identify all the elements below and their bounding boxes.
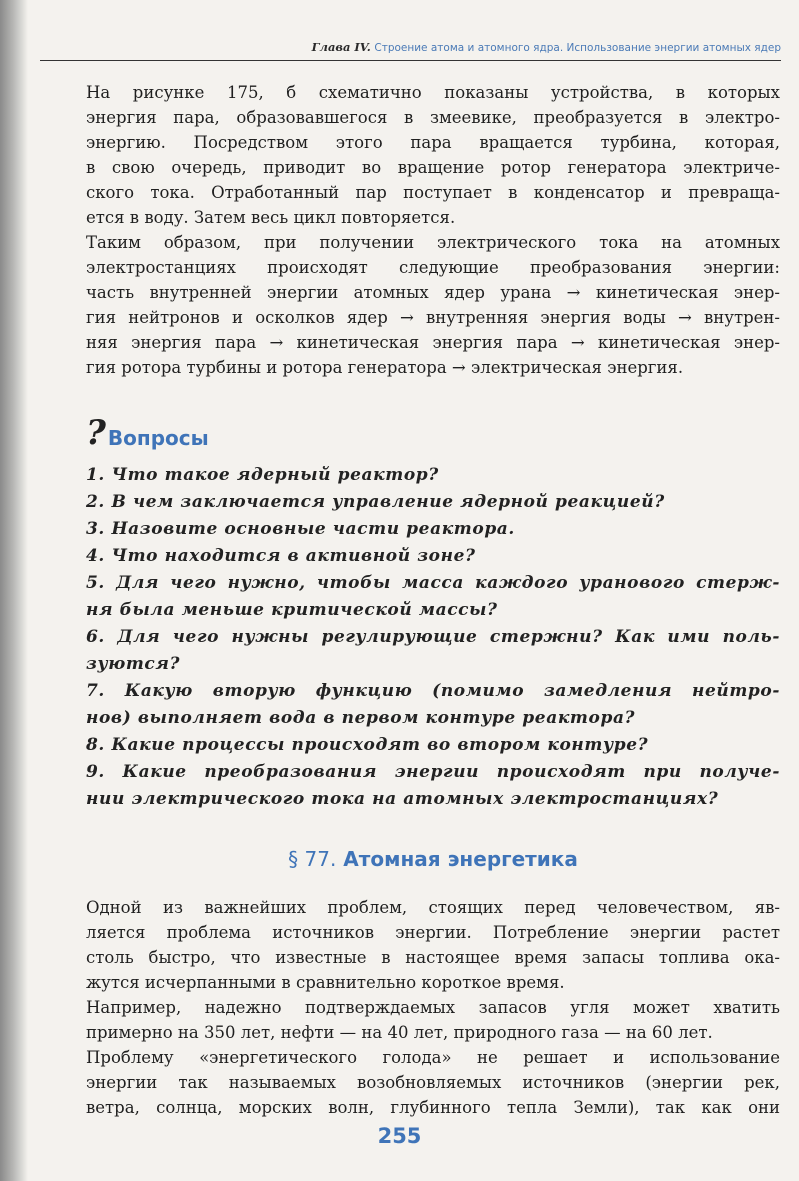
question-line: 2. В чем заключается управление ядерной реакцией? (86, 492, 665, 512)
text-line: жутся исчерпанными в сравнительно короткое время. (86, 973, 565, 992)
text-line: Например, надежно подтверждаемых запасов угля может хватить (86, 998, 780, 1017)
question-line: 6. Для чего нужны регулирующие стержни? Как ими поль- (86, 627, 780, 647)
text-line: электростанциях происходят следующие преобразования энергии: (86, 258, 780, 277)
question-line: зуются? (86, 654, 181, 674)
question-line: 9. Какие преобразования энергии происходят при получе- (86, 762, 780, 782)
paragraph-1 (86, 80, 780, 230)
text-line: няя энергия пара → кинетическая энергия пара → кинетическая энер- (86, 333, 780, 352)
question-mark-icon: ? (86, 413, 106, 453)
question-line: 8. Какие процессы происходят во втором контуре? (86, 735, 649, 755)
page-content (86, 80, 780, 1120)
paragraph-5 (86, 1045, 780, 1120)
text-line: энергии так называемых возобновляемых источников (энергии рек, (86, 1073, 780, 1092)
questions-list (86, 462, 780, 813)
text-line: гия ротора турбины и ротора генератора → электрическая энергия. (86, 358, 684, 377)
text-line: Таким образом, при получении электрического тока на атомных (86, 233, 780, 252)
text-line: энергия пара, образовавшегося в змеевике, преобразуется в электро- (86, 108, 780, 127)
section-title: Атомная энергетика (343, 847, 578, 871)
text-line: столь быстро, что известные в настоящее время запасы топлива ока- (86, 948, 780, 967)
text-line: ется в воду. Затем весь цикл повторяется. (86, 208, 456, 227)
running-header (40, 36, 781, 61)
questions-heading (86, 410, 780, 453)
question-line: нов) выполняет вода в первом контуре реактора? (86, 708, 636, 728)
text-line: часть внутренней энергии атомных ядер урана → кинетическая энер- (86, 283, 780, 302)
paragraph-3 (86, 895, 780, 995)
question-line: 7. Какую вторую функцию (помимо замедления нейтро- (86, 681, 780, 701)
text-line: Одной из важнейших проблем, стоящих перед человечеством, яв- (86, 898, 780, 917)
text-line: ского тока. Отработанный пар поступает в конденсатор и превраща- (86, 183, 780, 202)
chapter-label: Глава IV. (311, 40, 371, 54)
book-spine-shadow (0, 0, 28, 1181)
question-line: нии электрического тока на атомных электростанциях? (86, 789, 719, 809)
question-line: 5. Для чего нужно, чтобы масса каждого уранового стерж- (86, 573, 780, 593)
question-line: 3. Назовите основные части реактора. (86, 519, 515, 539)
questions-title: Вопросы (107, 426, 209, 450)
text-line: в свою очередь, приводит во вращение ротор генератора электриче- (86, 158, 780, 177)
text-line: Проблему «энергетического голода» не решает и использование (86, 1048, 780, 1067)
text-line: ветра, солнца, морских волн, глубинного тепла Земли), так как они (86, 1098, 780, 1117)
text-line: энергию. Посредством этого пара вращается турбина, которая, (86, 133, 780, 152)
text-line: ляется проблема источников энергии. Потребление энергии растет (86, 923, 780, 942)
paragraph-2 (86, 230, 780, 380)
question-line: ня была меньше критической массы? (86, 600, 498, 620)
text-line: На рисунке 175, б схематично показаны устройства, в которых (86, 83, 780, 102)
section-number: § 77. (288, 847, 337, 871)
chapter-subtitle: Строение атома и атомного ядра. Использование энергии атомных ядер (374, 42, 781, 54)
page-number: 255 (377, 1124, 422, 1148)
text-line: примерно на 350 лет, нефти — на 40 лет, природного газа — на 60 лет. (86, 1023, 713, 1042)
text-line: гия нейтронов и осколков ядер → внутренняя энергия воды → внутрен- (86, 308, 780, 327)
question-line: 4. Что находится в активной зоне? (86, 546, 476, 566)
question-line: 1. Что такое ядерный реактор? (86, 465, 439, 485)
section-heading (86, 847, 780, 871)
paragraph-4 (86, 995, 780, 1045)
